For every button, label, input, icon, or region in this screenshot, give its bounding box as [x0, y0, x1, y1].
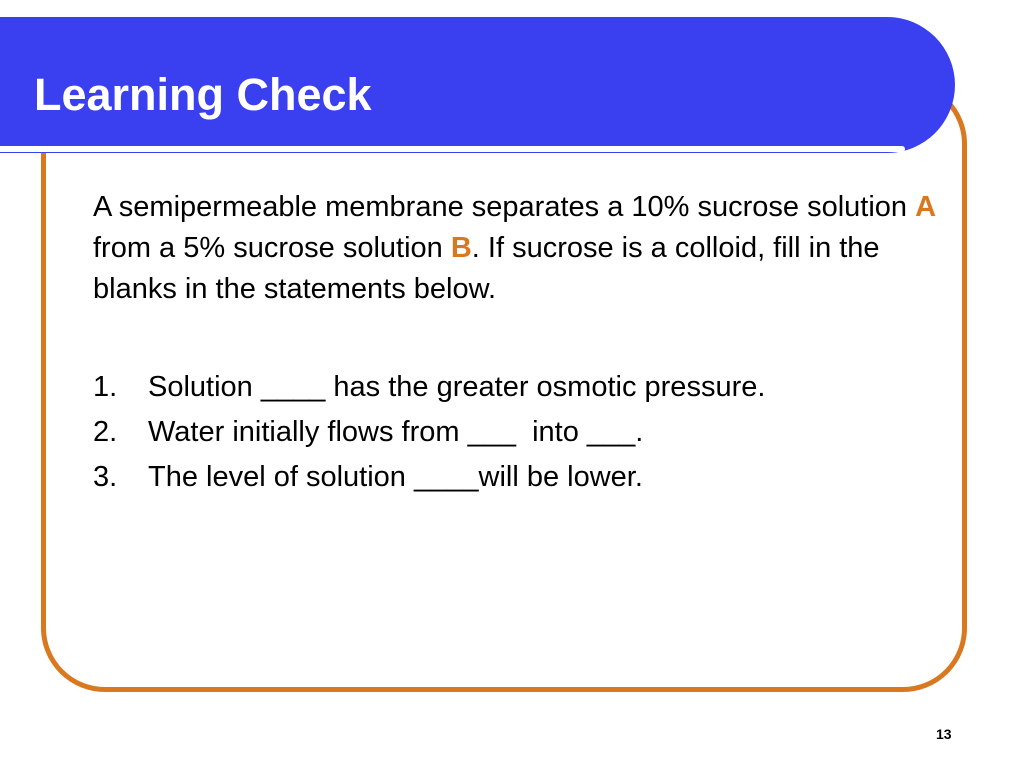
intro-text-part1: A semipermeable membrane separates a 10% sucrose solution	[93, 191, 916, 223]
title-underline	[0, 146, 905, 152]
question-list	[93, 365, 953, 500]
question-number: 2.	[93, 416, 118, 448]
page-number: 13	[936, 726, 952, 742]
intro-paragraph	[93, 187, 953, 310]
title-banner	[0, 17, 955, 153]
slide-title: Learning Check	[34, 69, 372, 120]
question-item-1	[93, 365, 953, 410]
intro-text-part3: . If sucrose is a colloid, fill in the blanks in the statements below.	[93, 232, 880, 305]
solution-b-label: B	[450, 232, 472, 264]
question-item-2	[93, 410, 953, 455]
question-item-3	[93, 455, 953, 500]
question-text: The level of solution ____will be lower.	[148, 461, 643, 493]
question-text: Water initially flows from ___ into ___.	[148, 416, 644, 448]
intro-text-part2: from a 5% sucrose solution	[93, 232, 451, 264]
question-number: 1.	[93, 371, 118, 403]
solution-a-label: A	[915, 191, 937, 223]
question-text: Solution ____ has the greater osmotic pressure.	[148, 371, 766, 403]
question-number: 3.	[93, 461, 118, 493]
